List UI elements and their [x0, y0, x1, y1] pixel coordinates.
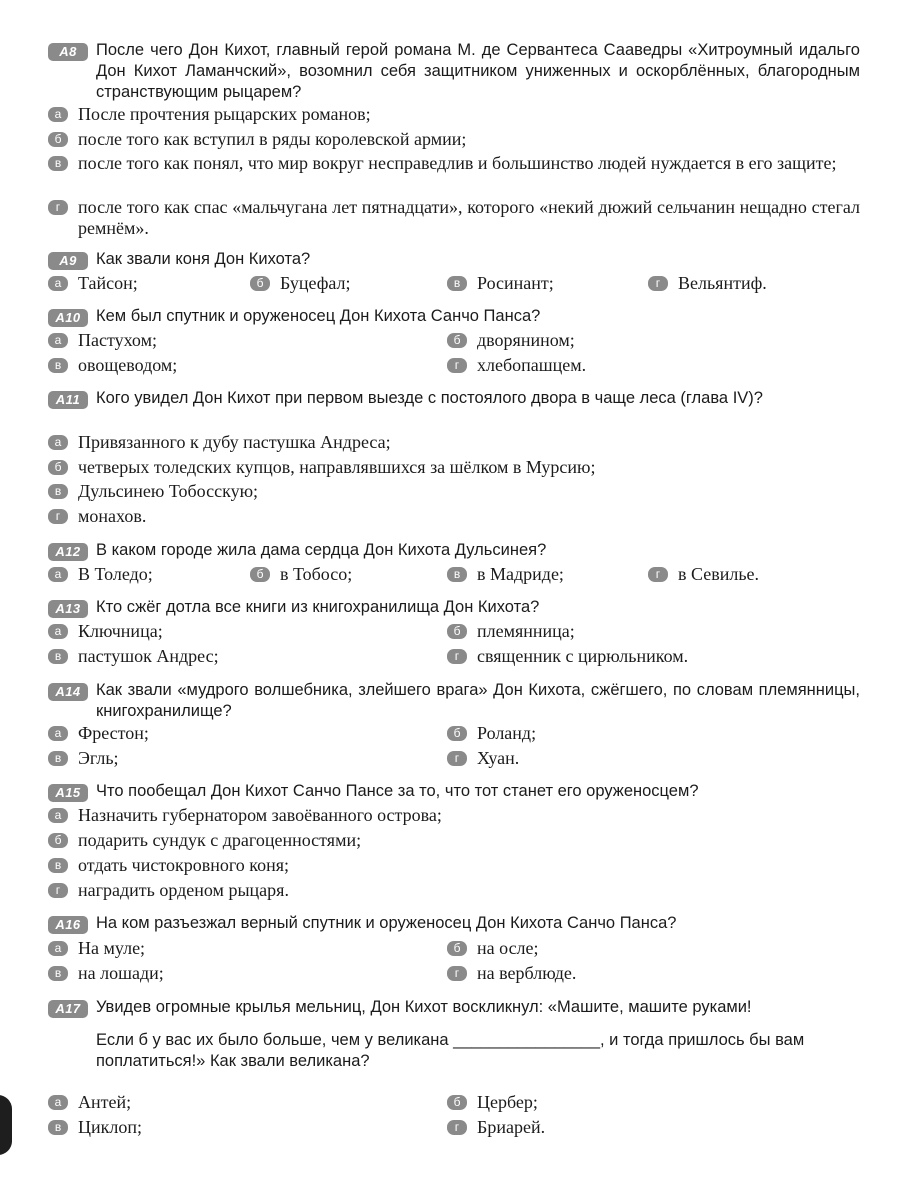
option-letter: а — [48, 276, 68, 291]
option-letter: г — [48, 200, 68, 215]
option-text: В Толедо; — [78, 564, 153, 584]
option-text: отдать чистокровного коня; — [78, 855, 290, 875]
option-g[interactable] — [648, 564, 759, 585]
question-text-continuation: Если б у вас их было больше, чем у великана ________________, и тогда пришлось бы вам поплатиться!» Как звали великана? — [96, 1031, 805, 1070]
question-a14 — [48, 680, 860, 722]
option-text: хлебопашцем. — [477, 355, 587, 375]
option-b[interactable] — [447, 723, 536, 744]
option-b[interactable] — [447, 330, 575, 351]
option-g[interactable] — [447, 963, 576, 984]
option-a[interactable] — [48, 938, 145, 959]
option-text: в Мадриде; — [477, 564, 564, 584]
question-number-badge: А16 — [48, 916, 88, 934]
option-v[interactable] — [447, 564, 564, 585]
option-g[interactable] — [648, 273, 767, 294]
option-letter: а — [48, 333, 68, 348]
option-letter: в — [447, 276, 467, 291]
option-text: после того как понял, что мир вокруг несправедлив и большинство людей нуждается в его защите; — [78, 153, 837, 173]
option-text: Бриарей. — [477, 1117, 546, 1137]
option-text: Ключница; — [78, 621, 163, 641]
question-a17 — [48, 997, 860, 1018]
option-letter: а — [48, 808, 68, 823]
option-letter: в — [48, 156, 68, 171]
option-a[interactable] — [48, 723, 149, 744]
option-letter: г — [447, 649, 467, 664]
question-text: Как звали «мудрого волшебника, злейшего врага» Дон Кихота, сжёгшего, по словам племянницы, книгохранилище? — [96, 681, 860, 720]
option-g[interactable] — [447, 646, 688, 667]
option-letter: а — [48, 1095, 68, 1110]
option-g[interactable] — [48, 880, 860, 901]
option-letter: б — [250, 567, 270, 582]
option-letter: г — [48, 883, 68, 898]
option-letter: в — [48, 1120, 68, 1135]
question-a13 — [48, 597, 860, 618]
option-a[interactable] — [48, 564, 153, 585]
option-text: Дульсинею Тобосскую; — [78, 481, 259, 501]
option-g[interactable] — [48, 197, 860, 239]
question-text: Что пообещал Дон Кихот Санчо Пансе за то, что тот станет его оруженосцем? — [96, 782, 699, 800]
option-text: Фрестон; — [78, 723, 149, 743]
question-number-badge: А10 — [48, 309, 88, 327]
question-number-badge: А11 — [48, 391, 88, 409]
option-letter: г — [648, 567, 668, 582]
question-a15 — [48, 781, 860, 802]
option-text: Назначить губернатором завоёванного острова; — [78, 805, 442, 825]
option-letter: в — [48, 358, 68, 373]
question-a8 — [48, 40, 860, 103]
option-b[interactable] — [48, 830, 860, 851]
question-number-badge: А15 — [48, 784, 88, 802]
option-v[interactable] — [48, 1117, 142, 1138]
option-text: Хуан. — [477, 748, 520, 768]
option-a[interactable] — [48, 805, 860, 826]
option-g[interactable] — [447, 1117, 545, 1138]
question-text: Увидев огромные крылья мельниц, Дон Кихот воскликнул: «Машите, машите руками! — [96, 998, 752, 1016]
option-letter: г — [447, 358, 467, 373]
option-b[interactable] — [447, 1092, 538, 1113]
option-letter: а — [48, 726, 68, 741]
option-text: Буцефал; — [280, 273, 351, 293]
question-a9 — [48, 249, 860, 270]
question-a17-continuation — [96, 1030, 860, 1072]
option-text: после того как вступил в ряды королевской армии; — [78, 129, 467, 149]
option-letter: б — [48, 833, 68, 848]
option-b[interactable] — [48, 457, 860, 478]
option-letter: б — [447, 726, 467, 741]
option-letter: г — [447, 751, 467, 766]
question-a11 — [48, 388, 860, 409]
option-g[interactable] — [48, 506, 860, 527]
question-number-badge: А13 — [48, 600, 88, 618]
option-letter: б — [447, 624, 467, 639]
option-text: Роланд; — [477, 723, 537, 743]
option-text: Антей; — [78, 1092, 132, 1112]
page-edge-tab — [0, 1095, 12, 1155]
option-text: племянница; — [477, 621, 575, 641]
option-text: Привязанного к дубу пастушка Андреса; — [78, 432, 391, 452]
option-v[interactable] — [48, 481, 860, 502]
question-number-badge: А14 — [48, 683, 88, 701]
question-text: В каком городе жила дама сердца Дон Кихота Дульсинея? — [96, 541, 547, 559]
question-text: Как звали коня Дон Кихота? — [96, 250, 311, 268]
option-g[interactable] — [447, 355, 586, 376]
option-text: Вельянтиф. — [678, 273, 767, 293]
option-text: в Севилье. — [678, 564, 760, 584]
question-number-badge: А12 — [48, 543, 88, 561]
option-text: Пастухом; — [78, 330, 157, 350]
option-text: наградить орденом рыцаря. — [78, 880, 289, 900]
option-v[interactable] — [48, 355, 177, 376]
option-v[interactable] — [48, 748, 119, 769]
option-letter: б — [447, 1095, 467, 1110]
option-letter: г — [48, 509, 68, 524]
option-v[interactable] — [447, 273, 554, 294]
option-a[interactable] — [48, 273, 138, 294]
option-a[interactable] — [48, 1092, 131, 1113]
option-text: Росинант; — [477, 273, 554, 293]
option-letter: в — [48, 751, 68, 766]
option-g[interactable] — [447, 748, 519, 769]
option-v[interactable] — [48, 153, 860, 174]
option-text: Цербер; — [477, 1092, 538, 1112]
question-a10 — [48, 306, 860, 327]
option-letter: а — [48, 435, 68, 450]
option-a[interactable] — [48, 432, 860, 453]
option-letter: а — [48, 567, 68, 582]
option-b[interactable] — [447, 938, 539, 959]
option-text: на лошади; — [78, 963, 164, 983]
option-text: Эгль; — [78, 748, 119, 768]
question-text: Кем был спутник и оруженосец Дон Кихота Санчо Панса? — [96, 307, 541, 325]
question-a16 — [48, 913, 860, 934]
option-letter: в — [48, 858, 68, 873]
option-letter: а — [48, 941, 68, 956]
option-letter: б — [447, 333, 467, 348]
option-letter: в — [48, 649, 68, 664]
option-letter: б — [48, 460, 68, 475]
question-text: На ком разъезжал верный спутник и оруженосец Дон Кихота Санчо Панса? — [96, 914, 677, 932]
option-text: после того как спас «мальчугана лет пятнадцати», которого «некий дюжий сельчанин нещадно стегал ремнём». — [78, 197, 860, 238]
option-text: овощеводом; — [78, 355, 178, 375]
question-number-badge: А8 — [48, 43, 88, 61]
option-letter: а — [48, 107, 68, 122]
option-letter: г — [447, 966, 467, 981]
option-v[interactable] — [48, 646, 219, 667]
option-b[interactable] — [48, 129, 860, 150]
question-text: После чего Дон Кихот, главный герой романа М. де Сервантеса Сааведры «Хитроумный идальго Дон Кихот Ламанчский», возомнил себя защитником униженных и оскорблённых, благородным странствующим рыцарем? — [96, 41, 860, 101]
option-letter: в — [447, 567, 467, 582]
option-b[interactable] — [250, 564, 352, 585]
option-text: четверых толедских купцов, направлявшихся за шёлком в Мурсию; — [78, 457, 596, 477]
option-text: После прочтения рыцарских романов; — [78, 104, 371, 124]
option-a[interactable] — [48, 621, 163, 642]
question-text: Кто сжёг дотла все книги из книгохранилища Дон Кихота? — [96, 598, 540, 616]
option-letter: б — [48, 132, 68, 147]
option-letter: б — [447, 941, 467, 956]
option-text: подарить сундук с драгоценностями; — [78, 830, 362, 850]
option-text: дворянином; — [477, 330, 575, 350]
option-text: на верблюде. — [477, 963, 577, 983]
question-number-badge: А17 — [48, 1000, 88, 1018]
question-text: Кого увидел Дон Кихот при первом выезде с постоялого двора в чаще леса (глава IV)? — [96, 389, 763, 407]
question-a12 — [48, 540, 860, 561]
option-text: Тайсон; — [78, 273, 138, 293]
option-text: Циклоп; — [78, 1117, 142, 1137]
option-letter: г — [648, 276, 668, 291]
option-text: на осле; — [477, 938, 539, 958]
option-text: На муле; — [78, 938, 146, 958]
option-a[interactable] — [48, 330, 157, 351]
option-text: монахов. — [78, 506, 147, 526]
option-letter: в — [48, 484, 68, 499]
option-v[interactable] — [48, 855, 860, 876]
option-text: в Тобосо; — [280, 564, 353, 584]
option-text: пастушок Андрес; — [78, 646, 219, 666]
question-number-badge: А9 — [48, 252, 88, 270]
option-a[interactable] — [48, 104, 860, 125]
option-b[interactable] — [447, 621, 575, 642]
option-text: священник с цирюльником. — [477, 646, 689, 666]
option-letter: в — [48, 966, 68, 981]
option-letter: б — [250, 276, 270, 291]
option-v[interactable] — [48, 963, 164, 984]
option-letter: г — [447, 1120, 467, 1135]
option-b[interactable] — [250, 273, 351, 294]
option-letter: а — [48, 624, 68, 639]
